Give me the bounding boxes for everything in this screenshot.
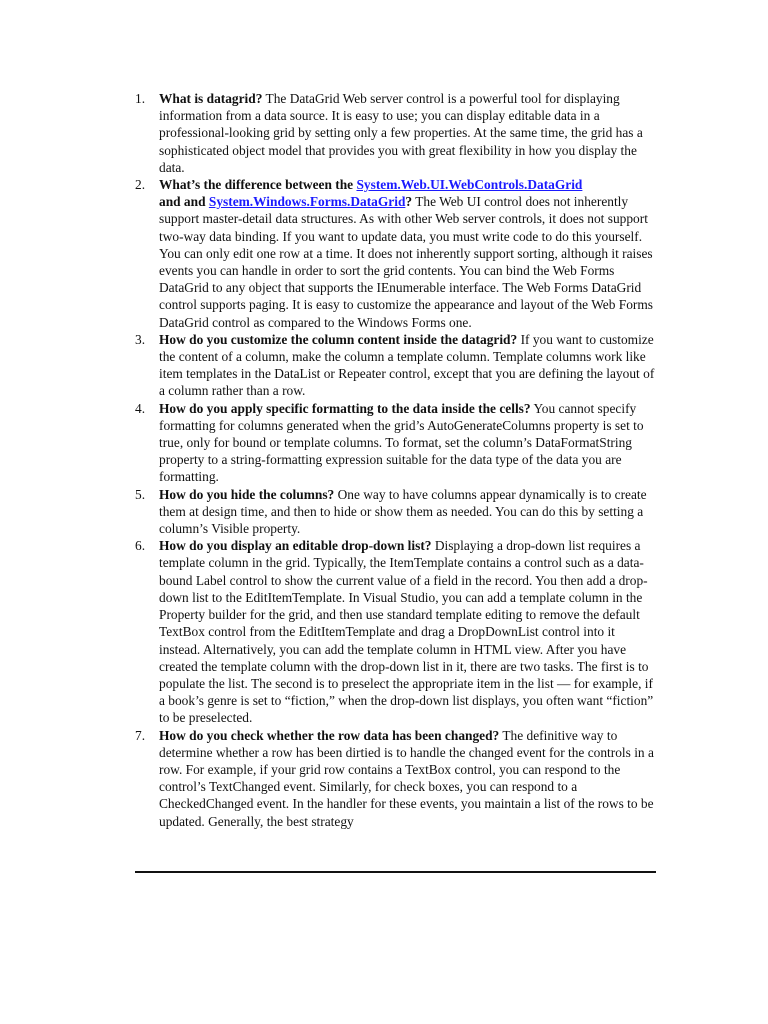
faq-item-2: [135, 176, 657, 331]
item-number: 7.: [135, 727, 146, 743]
question-text: How do you hide the columns?: [159, 486, 335, 502]
faq-item-5: [135, 486, 657, 538]
faq-list: [135, 90, 657, 830]
faq-item-1: [135, 90, 657, 176]
faq-item-7: [135, 727, 657, 830]
item-number: 6.: [135, 538, 146, 554]
faq-item-4: [135, 400, 657, 486]
question-text: How do you customize the column content inside the datagrid?: [159, 331, 518, 347]
item-number: 1.: [135, 91, 146, 106]
answer-text: Displaying a drop-down list requires a template column in the grid. Typically, the ItemTemplate contains a control such as a data-bound Label control to show the current value of a field in the record. You then add a drop-down list to the EditItemTemplate. In Visual Studio, you can add a template column in the Property builder for the grid, and then use standard template editing to remove the default TextBox control from the EditItemTemplate and drag a DropDownList control into it instead. Alternatively, you can add the template column in HTML view. After you have created the template column with the drop-down list in it, there are two tasks. The first is to populate the list. The second is to preselect the appropriate item in the list — for example, if a book’s genre is set to “fiction,” when the drop-down list displays, you often want “fiction” to be preselected.: [159, 538, 654, 726]
item-number: 5.: [135, 486, 146, 502]
question-text-part1: What’s the difference between the: [159, 177, 357, 193]
answer-text: The definitive way to determine whether a row has been dirtied is to handle the changed event for the controls in a row. For example, if your grid row contains a TextBox control, you can respond to the control’s TextChanged event. Similarly, for check boxes, you can respond to a CheckedChanged event. In the handler for these events, you maintain a list of the rows to be updated. Generally, the best strategy: [159, 727, 654, 829]
answer-text: If you want to customize the content of a column, make the column a template column. Template columns work like item templates in the DataList or Repeater control, except that you are defining the layout of a column rather than a row.: [159, 331, 655, 399]
question-text-part2: and and: [159, 194, 209, 210]
faq-item-6: [135, 537, 657, 726]
answer-text: The DataGrid Web server control is a powerful tool for displaying information from a data source. It is easy to use; you can display editable data in a professional-looking grid by setting only a few properties. At the same time, the grid has a sophisticated object model that provides you with great flexibility in how you display the data.: [159, 91, 643, 175]
item-number: 2.: [135, 177, 146, 193]
windows-forms-datagrid-link[interactable]: System.Windows.Forms.DataGrid: [208, 194, 406, 210]
webcontrols-datagrid-link[interactable]: System.Web.UI.WebControls.DataGrid: [356, 177, 583, 193]
item-number: 3.: [135, 331, 146, 347]
item-number: 4.: [135, 400, 146, 416]
question-text: How do you check whether the row data has been changed?: [159, 727, 500, 743]
answer-text: You cannot specify formatting for columns generated when the grid’s AutoGenerateColumns property is set to true, only for bound or template columns. To format, set the column’s DataFormatString property to a string-formatting expression suitable for the data type of the data you are formatting.: [159, 400, 644, 485]
question-text: What is datagrid?: [159, 91, 263, 106]
faq-item-3: [135, 331, 657, 400]
question-text: How do you apply specific formatting to the data inside the cells?: [159, 400, 531, 416]
answer-text: One way to have columns appear dynamically is to create them at design time, and then to hide or show them as needed. You can do this by setting a column’s Visible property.: [159, 486, 647, 537]
answer-text: The Web UI control does not inherently support master-detail data structures. As with other Web server controls, it does not support two-way data binding. If you want to update data, you must write code to do this yourself. You can only edit one row at a time. It does not inherently support sorting, although it raises events you can handle in order to sort the grid contents. You can bind the Web Forms DataGrid to any object that supports the IEnumerable interface. The Web Forms DataGrid control supports paging. It is easy to customize the appearance and layout of the Web Forms DataGrid control as compared to the Windows Forms one.: [159, 194, 654, 330]
page-bottom-rule: [135, 871, 656, 873]
question-text: How do you display an editable drop-down list?: [159, 538, 432, 554]
question-text-part3: ?: [405, 194, 413, 210]
